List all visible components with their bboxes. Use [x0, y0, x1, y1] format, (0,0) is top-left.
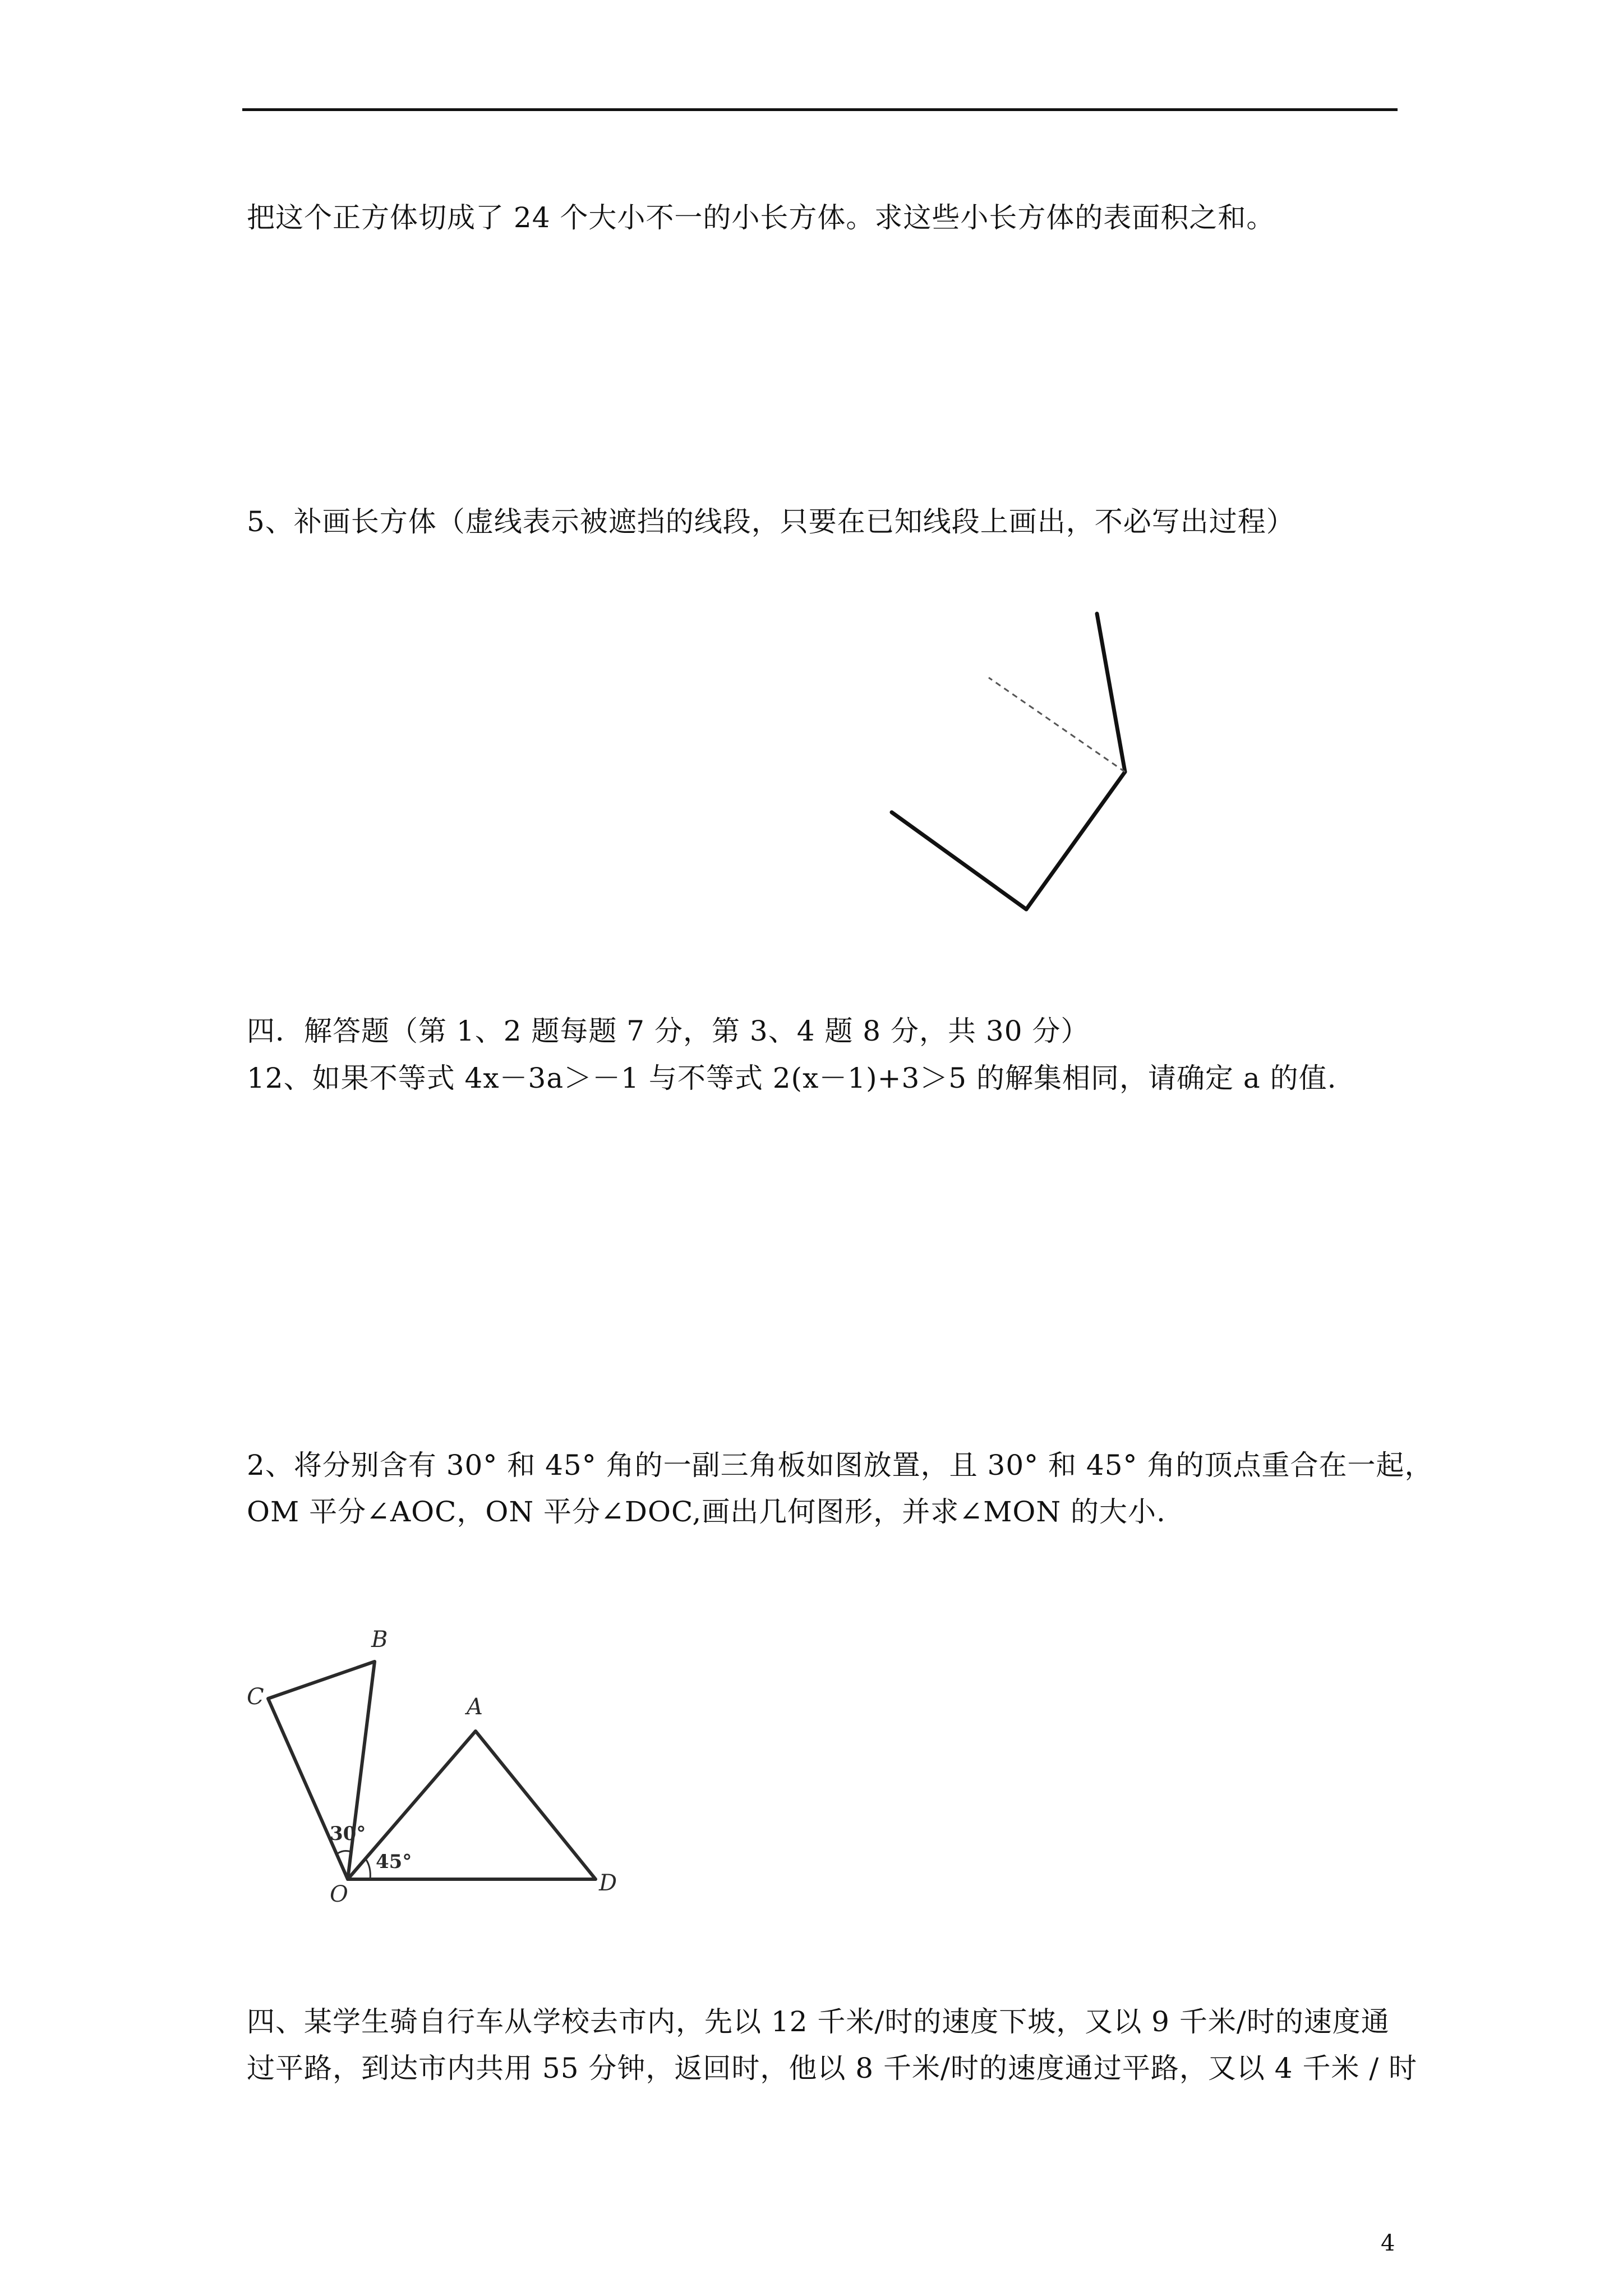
question-5-text: 5、补画长方体（虚线表示被遮挡的线段，只要在已知线段上画出，不必写出过程） — [247, 505, 1295, 538]
angle-30-label: 30° — [330, 1823, 366, 1845]
question-2-text-line2: OM 平分∠AOC，ON 平分∠DOC,画出几何图形，并求∠MON 的大小. — [247, 1496, 1166, 1528]
label-O: O — [330, 1881, 348, 1907]
label-D: D — [599, 1870, 617, 1896]
cuboid-hidden-edge — [989, 678, 1125, 772]
cuboid-edge-right — [1097, 614, 1125, 772]
set-squares-figure — [236, 1616, 662, 1907]
word-problem-line2: 过平路，到达市内共用 55 分钟，返回时，他以 8 千米/时的速度通过平路，又以 4 千米 / 时 — [247, 2052, 1418, 2085]
label-C: C — [247, 1684, 264, 1710]
question-12-text: 12、如果不等式 4x－3a＞－1 与不等式 2(x－1)+3＞5 的解集相同，请确定 a 的值. — [247, 1062, 1337, 1094]
angle-30-arc — [338, 1851, 351, 1853]
cuboid-edge-middle — [1026, 772, 1125, 909]
cuboid-edge-left — [892, 812, 1026, 909]
cuboid-figure — [875, 600, 1138, 926]
label-B: B — [371, 1627, 388, 1653]
angle-45-arc — [366, 1859, 370, 1879]
angle-45-label: 45° — [376, 1851, 412, 1873]
section-4-heading: 四．解答题（第 1、2 题每题 7 分，第 3、4 题 8 分，共 30 分） — [247, 1015, 1090, 1047]
triangle-30 — [268, 1662, 375, 1879]
text-line-cube-question: 把这个正方体切成了 24 个大小不一的小长方体。求这些小长方体的表面积之和。 — [247, 201, 1275, 234]
word-problem-line1: 四、某学生骑自行车从学校去市内，先以 12 千米/时的速度下坡，又以 9 千米/时的速度通 — [247, 2005, 1390, 2038]
question-2-text-line1: 2、将分别含有 30° 和 45° 角的一副三角板如图放置，且 30° 和 45° 角的顶点重合在一起， — [247, 1449, 1433, 1481]
header-rule — [242, 108, 1398, 111]
label-A: A — [467, 1694, 483, 1720]
page-number: 4 — [1381, 2230, 1395, 2256]
